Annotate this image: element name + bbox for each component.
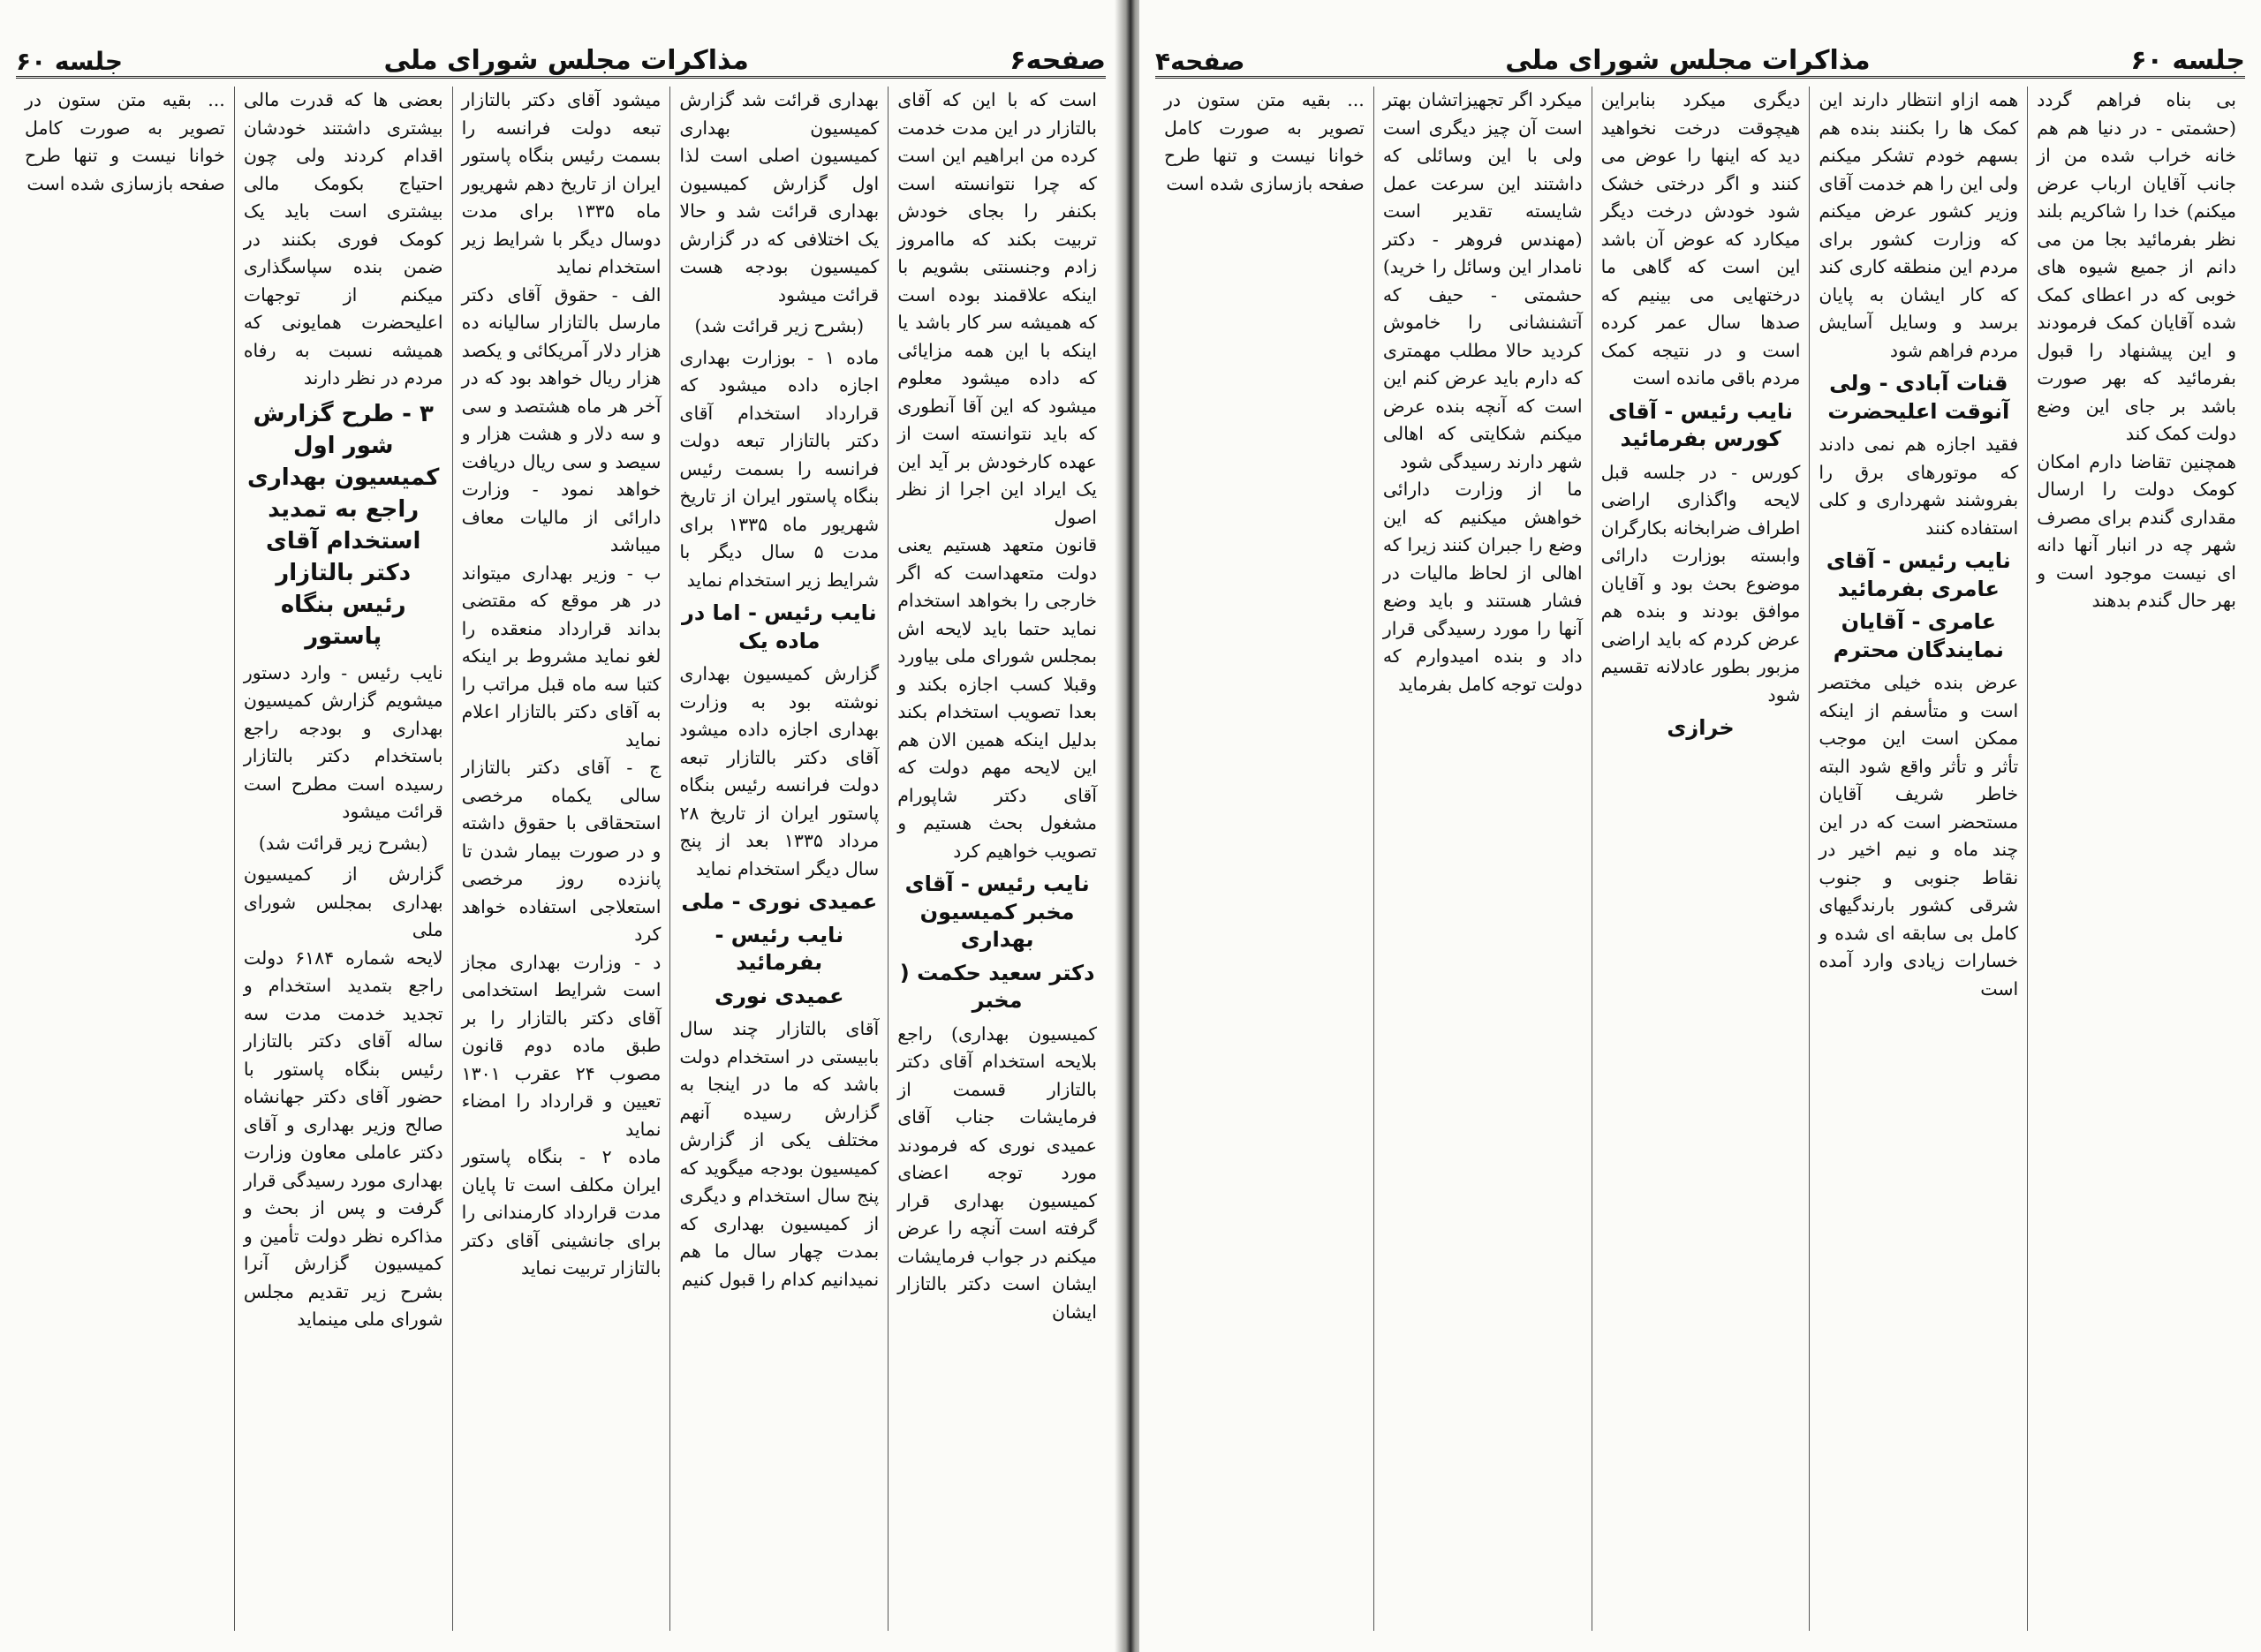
text-column <box>16 87 234 1631</box>
paragraph: ب - وزیر بهداری میتواند در هر موقع که مقتضی بداند قرارداد منعقده را لغو نماید مشروط بر اینکه کتبا سه ماه قبل مراتب را به آقای دکتر بالتازار اعلام نماید <box>461 562 662 751</box>
left-columns <box>16 87 1106 1631</box>
speaker-line: نایب رئیس - بفرمائید <box>715 922 844 975</box>
text-column <box>234 87 452 1631</box>
paragraph: نایب رئیس - وارد دستور میشویم گزارش کمیسیون بهداری و بودجه راجع باستخدام دکتر بالتازار رسیده است مطرح است قرائت میشود <box>243 661 443 822</box>
paragraph: بی بناه فراهم گردد (حشمتی - در دنیا هم هم خانه خراب شده من از جانب آقایان ارباب عرض میکنم) خدا را شاکریم بلند نظر بفرمائید بجا من می دانم از جمیع شیوه های خوبی که در اعطای کمک شده آقایان کمک فرمودند و این پیشنهاد را قبول بفرمائید که بهر صورت باشد بر جای این وضع دولت کمک کند <box>2037 89 2236 444</box>
paragraph: ج - آقای دکتر بالتازار سالی یکماه مرخصی استحقاقی با حقوق داشته و در صورت بیمار شدن تا پانزده روز مرخصی استعلاجی استفاده خواهد کرد <box>461 757 662 945</box>
right-page-header <box>1155 35 2245 79</box>
speaker-line: قنات آبادی - ولی آنوقت اعلیحضرت <box>1827 371 2010 424</box>
paragraph: بهداری قرائت شد گزارش کمیسیون بهداری کمیسیون اصلی است لذا اول گزارش کمیسیون بهداری قرائت شد و حالا یک اختلافی که در گزارش کمیسیون بودجه هست قرائت میشود <box>679 89 880 306</box>
text-column <box>1373 87 1592 1631</box>
speaker-line: خرازی <box>1667 715 1735 740</box>
paragraph: دیگری میکرد بنابراین هیچوقت درخت نخواهید دید که اینها را عوض می کنند و اگر درختی خشک شود خودش درخت دیگر میکارد که عوض آن باشد این است که گاهی ما درختهایی می بینیم که صدها سال عمر کرده است و در نتیجه کمک مردم باقی مانده است <box>1600 89 1801 388</box>
paragraph: آقای بالتازار چند سال بابیستی در استخدام دولت باشد که ما در اینجا به گزارش رسیده آنهم مختلف یکی از گزارش کمیسیون بودجه میگوید که پنج سال استخدام و دیگری از کمیسیون بهداری که بمدت چهار سال ما هم نمیدانیم کدام را قبول کنیم <box>679 1018 880 1290</box>
text-column <box>1809 87 2027 1631</box>
left-page-header <box>16 35 1106 79</box>
right-session-number: جلسه ۶۰ <box>2130 45 2245 76</box>
paragraph: ما از وزارت دارائی خواهش میکنیم که این وضع را جبران کنند زیرا که اهالی از لحاظ مالیات در فشار هستند و باید وضع آنها را مورد رسیدگی قرار داد و بنده امیدوارم که دولت توجه کامل بفرماید <box>1382 479 1583 695</box>
paragraph: کورس - در جلسه قبل لایحه واگذاری اراضی اطراف ضرابخانه بکارگران وابسته بوزارت دارائی موضوع بحث بود و آقایان موافق بودند و بنده هم عرض کردم که باید اراضی مزبور بطور عادلانه تقسیم شود <box>1600 461 1801 705</box>
paragraph: الف - حقوق آقای دکتر مارسل بالتازار سالیانه ده هزار دلار آمریکائی و یکصد هزار ریال خواهد بود که در آخر هر ماه هشتصد و سی و سه دلار و هشت هزار و سیصد و سی ریال دریافت خواهد نمود - وزارت دارائی از مالیات معاف میباشد <box>461 283 662 555</box>
left-page-title: مذاکرات مجلس شورای ملی <box>383 45 749 76</box>
speaker-line: نایب رئیس - اما در ماده یک <box>682 600 877 653</box>
section-heading: ۳ - طرح گزارش شور اول کمیسیون بهداری راجع به تمدید استخدام آقای دکتر بالتازار رئیس بنگاه پاستور <box>246 400 440 650</box>
paragraph: ماده ۱ - بوزارت بهداری اجازه داده میشود که قرارداد استخدام آقای دکتر بالتازار تبعه دولت فرانسه را بسمت رئیس بنگاه پاستور ایران از تاریخ شهریور ماه ۱۳۳۵ برای مدت ۵ سال دیگر با شرایط زیر استخدام نماید <box>679 346 880 591</box>
paragraph: عرض بنده خیلی مختصر است و متأسفم از اینکه ممکن است این موجب تأثر و تأثر واقع شود البته خاطر شریف آقایان مستحضر است که در این چند ماه و نیم اخیر در نقاط جنوبی و جنوب شرقی کشور بارندگیهای کامل بی سابقه ای شده و خسارات زیادی وارد آمده است <box>1819 672 2019 999</box>
left-session-number: جلسه ۶۰ <box>16 47 124 76</box>
paragraph: ... بقیه متن ستون در تصویر به صورت کامل خوانا نیست و تنها طرح صفحه بازسازی شده است <box>25 89 225 194</box>
speaker-line: نایب رئیس - آقای کورس بفرمائید <box>1608 398 1793 451</box>
speaker-line: عامری - آقایان نمایندگان محترم <box>1833 609 2004 662</box>
paragraph: ... بقیه متن ستون در تصویر به صورت کامل خوانا نیست و تنها طرح صفحه بازسازی شده است <box>1164 89 1365 194</box>
text-column <box>1155 87 1373 1631</box>
reading-note: (بشرح زیر قرائت شد) <box>258 832 428 854</box>
right-page-title: مذاکرات مجلس شورای ملی <box>1505 45 1871 76</box>
speaker-line: دکتر سعید حکمت ( مخبر <box>899 960 1095 1013</box>
speaker-line: نایب رئیس - آقای عامری بفرمائید <box>1826 548 2011 601</box>
paragraph: همچنین تقاضا دارم امکان کومک دولت را ارسال مقداری گندم برای مصرف شهر چه در انبار آنها دانه ای نیست موجود است و بهر حال گندم بدهند <box>2037 450 2236 611</box>
text-column <box>2027 87 2245 1631</box>
paragraph: است که با این که آقای بالتازار در این مدت خدمت کرده من ابراهیم این است که چرا نتوانسته است بکنفر را بجای خودش تربیت بکند که ماامروز زادم وجنسنتی بشویم با اینکه علاقمند بوده است که همیشه سر کار باشد یا اینکه با این همه مزایائی که داده میشود معلوم میشود که این آقا آنطوری که باید نتوانسته است از عهده کارخودش بر آید این یک ایراد این اجرا از نظر اصول <box>897 89 1097 528</box>
speaker-line: عمیدی نوری <box>715 983 844 1008</box>
paragraph: بعضی ها که قدرت مالی بیشتری داشتند خودشان اقدام کردند ولی چون احتیاج بکومک مالی بیشتری است باید یک کومک فوری بکنند در ضمن بنده سپاسگذاری میکنم از توجهات اعلیحضرت همایونی که همیشه نسبت به رفاه مردم در نظر دارند <box>243 89 443 388</box>
paragraph: د - وزارت بهداری مجاز است شرایط استخدامی آقای دکتر بالتازار را بر طبق ماده دوم قانون مصوب ۲۴ عقرب ۱۳۰۱ تعیین و قرارداد را امضاء نماید <box>461 951 662 1140</box>
paragraph: ماده ۲ - بنگاه پاستور ایران مکلف است تا پایان مدت قرارداد کارمندانی را برای جانشینی آقای دکتر بالتازار تربیت نماید <box>461 1146 662 1279</box>
paragraph: کمیسیون بهداری) راجع بلایحه استخدام آقای دکتر بالتازار قسمت از فرمایشات جناب آقای عمیدی نوری که فرمودند مورد توجه اعضای کمیسیون بهداری قرار گرفته است آنچه را عرض میکنم در جواب فرمایشات ایشان است دکتر بالتازار ایشان <box>897 1022 1097 1323</box>
text-column <box>452 87 670 1631</box>
paragraph: قانون متعهد هستیم یعنی دولت متعهداست که اگر خارجی را بخواهد استخدام نماید حتما باید لایحه اش بمجلس شورای ملی بیاورد وقبلا کسب اجازه بکند و بعدا تصویب استخدام بکند بدلیل اینکه همین الان هم این لایحه مهم دولت که آقای دکتر شاپورام مشغول بحث هستیم و تصویب خواهیم کرد <box>897 534 1097 862</box>
speaker-line: عمیدی نوری - ملی <box>681 889 878 914</box>
paragraph: لایحه شماره ۶۱۸۴ دولت راجع بتمدید استخدام و تجدید خدمت مدت سه ساله آقای دکتر بالتازار رئیس بنگاه پاستور با حضور آقای دکتر جهانشاه صالح وزیر بهداری و آقای دکتر عاملی معاون وزارت بهداری مورد رسیدگی قرار گرفت و پس از بحث و مذاکره نظر دولت تأمین و کمیسیون گزارش آنرا بشرح زیر تقدیم مجلس شورای ملی مینماید <box>243 947 443 1330</box>
paragraph: گزارش از کمیسیون بهداری بمجلس شورای ملی <box>243 864 443 940</box>
left-page-number: صفحه۶ <box>1010 45 1106 76</box>
paragraph: گزارش کمیسیون بهداری نوشته بود به وزارت بهداری اجازه داده میشود آقای دکتر بالتازار تبعه دولت فرانسه رئیس بنگاه پاستور ایران از تاریخ ۲۸ مرداد ۱۳۳۵ بعد از پنج سال دیگر استخدام نماید <box>679 663 880 879</box>
right-page <box>1139 0 2261 1652</box>
paragraph: میکرد اگر تجهیزاتشان بهتر است آن چیز دیگری است ولی با این وسائلی که داشتند این سرعت عمل شایسته تقدیر است (مهندس فروهر - دکتر نامدار این وسائل را خرید) حشمتی - حیف که آتشنشانی را خاموش کردید حالا مطلب مهمتری که دارم باید عرض کنم این است که آنچه بنده عرض میکنم شکایتی که اهالی شهر دارند رسیدگی شود <box>1382 89 1583 472</box>
text-column <box>669 87 888 1631</box>
right-page-number: صفحه۴ <box>1155 47 1245 76</box>
paragraph: فقید اجازه هم نمی دادند که موتورهای برق را بفروشند شهرداری و کلی استفاده کنند <box>1819 434 2019 539</box>
paragraph: همه ازاو انتظار دارند این کمک ها را بکنند بنده هم بسهم خودم تشکر میکنم ولی این را هم خدمت آقای وزیر کشور عرض میکنم که وزارت کشور برای مردم این منطقه کاری کند که کار ایشان به پایان برسد و وسایل آسایش مردم فراهم شود <box>1819 89 2019 361</box>
text-column <box>888 87 1106 1631</box>
left-page <box>0 0 1122 1652</box>
right-columns <box>1155 87 2245 1631</box>
text-column <box>1592 87 1810 1631</box>
paragraph: میشود آقای دکتر بالتازار تبعه دولت فرانسه را بسمت رئیس بنگاه پاستور ایران از تاریخ دهم شهریور ماه ۱۳۳۵ برای مدت دوسال دیگر با شرایط زیر استخدام نماید <box>461 89 662 277</box>
reading-note: (بشرح زیر قرائت شد) <box>694 315 865 336</box>
speaker-line: نایب رئیس - آقای مخبر کمیسیون بهداری <box>904 871 1090 952</box>
